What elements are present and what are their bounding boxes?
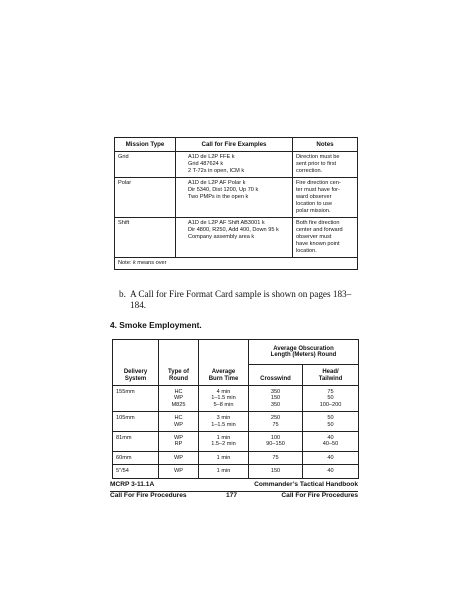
footer-publication-id: MCRP 3-11.1A <box>110 481 155 488</box>
note-k: k <box>132 260 136 266</box>
note-line: have known point <box>296 241 340 247</box>
table-row <box>113 465 359 478</box>
crosswind-cell: 250 75 <box>249 412 303 432</box>
note-line: center and forward <box>296 227 343 233</box>
head-tailwind-cell: 40 <box>303 451 359 464</box>
example-line: Two PMPs in the open k <box>188 194 249 200</box>
paragraph-line: A Call for Fire Format Card sample is shown on pages 183– <box>130 289 352 299</box>
header-type-of-round: Type of Round <box>159 340 199 386</box>
crosswind-cell: 150 <box>249 465 303 478</box>
footer-handbook-title: Commander’s Tactical Handbook <box>254 481 358 488</box>
footer-page-number: 177 <box>226 492 238 499</box>
mission-type-cell: Shift <box>115 218 176 258</box>
delivery-system-cell: 60mm <box>113 451 159 464</box>
header-crosswind: Crosswind <box>249 365 303 386</box>
table-row <box>113 451 359 464</box>
burn-time-cell: 3 min 1–1.5 min <box>199 412 249 432</box>
example-line: Grid 487624 k <box>188 161 224 167</box>
table-header-row <box>113 340 359 365</box>
table-row <box>113 386 359 412</box>
note-line: observer must <box>296 234 332 240</box>
examples-cell <box>176 152 293 178</box>
header-mission-type: Mission Type <box>115 138 176 152</box>
example-line: A1D de L2P AF Polar k <box>188 180 246 186</box>
table-note <box>115 258 358 270</box>
smoke-employment-table <box>112 339 359 479</box>
example-line: Company assembly area k <box>188 234 255 240</box>
crosswind-cell: 75 <box>249 451 303 464</box>
table-row <box>115 178 358 218</box>
notes-cell <box>293 178 358 218</box>
note-line: polar mission. <box>296 208 331 214</box>
example-line: 2 T-72s in open, ICM k <box>188 168 245 174</box>
table-row <box>113 412 359 432</box>
example-line: A1D de L2P FFE k <box>188 154 235 160</box>
head-tailwind-cell: 50 50 <box>303 412 359 432</box>
burn-time-cell: 1 min <box>199 465 249 478</box>
notes-cell <box>293 152 358 178</box>
notes-cell <box>293 218 358 258</box>
examples-cell <box>176 218 293 258</box>
delivery-system-cell: 105mm <box>113 412 159 432</box>
head-tailwind-cell: 40 40–50 <box>303 432 359 452</box>
note-line: Fire direction cen- <box>296 180 341 186</box>
table-row <box>113 432 359 452</box>
examples-cell <box>176 178 293 218</box>
crosswind-cell: 100 90–150 <box>249 432 303 452</box>
round-cell: WP <box>159 451 199 464</box>
header-average-burn-time: Average Burn Time <box>199 340 249 386</box>
note-line: Direction must be <box>296 154 340 160</box>
head-tailwind-cell: 75 50 100–200 <box>303 386 359 412</box>
paragraph-marker: b. <box>119 289 126 299</box>
delivery-system-cell: 155mm <box>113 386 159 412</box>
burn-time-cell: 1 min 1.5–2 min <box>199 432 249 452</box>
crosswind-cell: 350 150 350 <box>249 386 303 412</box>
burn-time-cell: 4 min 1–1.5 min 5–8 min <box>199 386 249 412</box>
note-suffix: means over <box>135 260 167 266</box>
mission-type-table <box>114 137 358 270</box>
header-average-obscuration: Average Obscuration Length (Meters) Round <box>249 340 359 365</box>
round-cell: WP RP <box>159 432 199 452</box>
note-line: ward observer <box>296 194 332 200</box>
table-row <box>115 152 358 178</box>
footer-chapter-right: Call For Fire Procedures <box>281 492 358 499</box>
table-note-row <box>115 258 358 270</box>
section-heading: 4. Smoke Employment. <box>110 320 202 330</box>
delivery-system-cell: 81mm <box>113 432 159 452</box>
mission-type-cell: Grid <box>115 152 176 178</box>
round-cell: HC WP <box>159 412 199 432</box>
table-row <box>115 218 358 258</box>
header-delivery-system: Delivery System <box>113 340 159 386</box>
delivery-system-cell: 5"/54 <box>113 465 159 478</box>
note-line: sent prior to first <box>296 161 337 167</box>
round-cell: HC WP M825 <box>159 386 199 412</box>
example-line: Dir 4800, R250, Add 400, Down 95 k <box>188 227 279 233</box>
note-line: correction. <box>296 168 323 174</box>
round-cell: WP <box>159 465 199 478</box>
example-line: A1D de L2P AF Shift AB3001 k <box>188 220 265 226</box>
header-notes: Notes <box>293 138 358 152</box>
note-line: location. <box>296 248 317 254</box>
mission-type-cell: Polar <box>115 178 176 218</box>
note-line: Both fire direction <box>296 220 340 226</box>
paragraph-b <box>119 289 355 311</box>
note-line: ter must have for- <box>296 187 340 193</box>
note-prefix: Note: <box>118 260 133 266</box>
header-head-tailwind: Head/ Tailwind <box>303 365 359 386</box>
footer-chapter-left: Call For Fire Procedures <box>110 492 187 499</box>
table-header-row <box>115 138 358 152</box>
head-tailwind-cell: 40 <box>303 465 359 478</box>
burn-time-cell: 1 min <box>199 451 249 464</box>
paragraph-line: 184. <box>130 300 147 310</box>
example-line: Dir 5340, Dist 1200, Up 70 k <box>188 187 259 193</box>
header-call-for-fire-examples: Call for Fire Examples <box>176 138 293 152</box>
note-line: location to use <box>296 201 333 207</box>
